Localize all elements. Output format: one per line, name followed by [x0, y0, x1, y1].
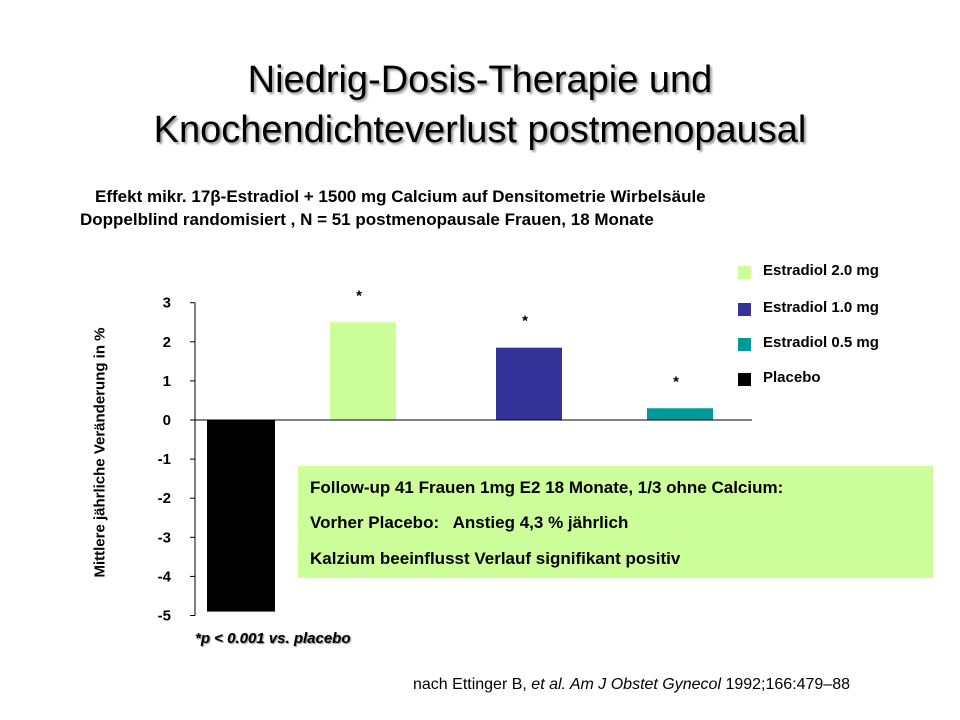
bar-estradiol-2-0-mg: [330, 322, 396, 420]
legend-label: Estradiol 2.0 mg: [763, 262, 879, 279]
significance-footnote: *p < 0.001 vs. placebo: [195, 630, 351, 647]
significance-star: *: [673, 373, 679, 391]
y-tick-label: -5: [157, 607, 171, 625]
legend-label: Placebo: [763, 369, 821, 386]
study-description-line-1: Effekt mikr. 17β-Estradiol + 1500 mg Calcium auf Densitometrie Wirbelsäule: [95, 187, 706, 206]
significance-star: *: [522, 312, 528, 330]
legend-item-estradiol-2mg: [738, 262, 938, 282]
y-axis-label: Mittlere jährliche Veränderung in %: [91, 327, 109, 578]
y-axis-ticks: [158, 295, 195, 625]
legend-swatch: [738, 266, 751, 279]
legend-item-estradiol-1mg: [738, 299, 938, 319]
y-tick-label: 0: [162, 412, 171, 429]
legend-swatch: [738, 373, 751, 386]
legend-item-estradiol-05mg: [738, 334, 938, 354]
significance-star: *: [356, 287, 362, 305]
info-line-3: Kalzium beeinflusst Verlauf signifikant positiv: [310, 549, 681, 568]
y-tick-label: -1: [157, 451, 171, 469]
legend-label: Estradiol 0.5 mg: [763, 334, 879, 351]
y-tick-label: 2: [162, 333, 171, 351]
legend-item-placebo: [738, 369, 938, 389]
legend-label: Estradiol 1.0 mg: [763, 299, 879, 316]
legend-swatch: [738, 338, 751, 351]
info-line-1: Follow-up 41 Frauen 1mg E2 18 Monate, 1/3 ohne Calcium:: [310, 478, 784, 497]
info-line-2: Vorher Placebo: Anstieg 4,3 % jährlich: [310, 513, 629, 532]
source-citation: [413, 676, 850, 694]
y-tick-label: -3: [157, 529, 171, 547]
page-title-line-1: Niedrig-Dosis-Therapie und: [247, 59, 713, 101]
citation-journal: Am J Obstet Gynecol: [565, 676, 726, 693]
y-tick-label: 1: [162, 372, 171, 390]
y-tick-label: 3: [162, 294, 171, 312]
y-tick-label: -2: [157, 490, 171, 508]
y-tick-label: -4: [157, 568, 171, 586]
legend-swatch: [738, 303, 751, 316]
bar-estradiol-0-5-mg: [647, 408, 713, 420]
page-title-line-2: Knochendichteverlust postmenopausal: [153, 109, 807, 151]
citation-authors: nach Ettinger B,: [413, 676, 532, 693]
citation-etal: et al.: [531, 676, 566, 693]
citation-reference: 1992;166:479–88: [725, 676, 851, 693]
bar-placebo: [207, 420, 275, 612]
bar-estradiol-1-0-mg: [496, 348, 562, 420]
study-description-line-2: Doppelblind randomisiert , N = 51 postmenopausale Frauen, 18 Monate: [80, 210, 654, 229]
follow-up-info-box: [298, 466, 933, 578]
